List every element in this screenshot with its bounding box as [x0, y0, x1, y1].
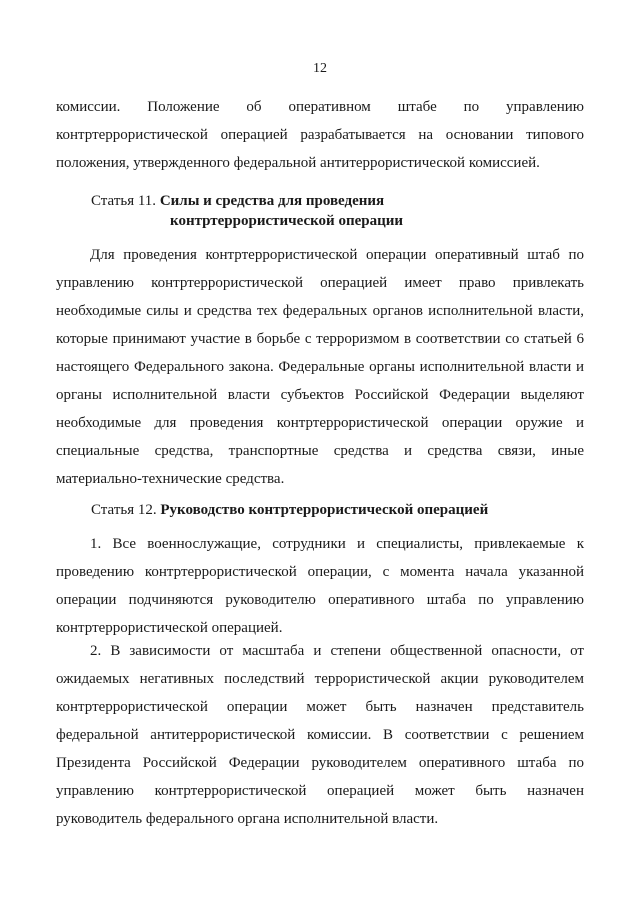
paragraph-line: ожидаемых негативных последствий террористической акции руководителем: [56, 671, 584, 687]
page-number: 12: [313, 61, 327, 76]
article-12-paragraph-1: [56, 530, 584, 642]
paragraph-line: Для проведения контртеррористической операции оперативный штаб по: [90, 247, 584, 263]
article-12-title: Руководство контртеррористической операцией: [160, 502, 489, 518]
article-12-label: Статья 12.: [91, 502, 157, 518]
article-12-heading: [91, 500, 488, 520]
article-12-paragraph-2: [56, 637, 584, 833]
paragraph-line: Президента Российской Федерации руководителем оперативного штаба по: [56, 755, 584, 771]
paragraph-line: необходимые для проведения контртеррористической операции оружие и: [56, 415, 584, 431]
paragraph-line: органы исполнительной власти субъектов Российской Федерации выделяют: [56, 387, 584, 403]
paragraph-line: контртеррористической операцией.: [56, 620, 283, 636]
intro-paragraph: [56, 93, 584, 177]
paragraph-line: необходимые силы и средства тех федеральных органов исполнительной власти,: [56, 303, 584, 319]
paragraph-line: настоящего Федерального закона. Федеральные органы исполнительной власти и: [56, 359, 584, 375]
paragraph-line: положения, утвержденного федеральной антитеррористической комиссией.: [56, 155, 540, 171]
article-11-paragraph: [56, 241, 584, 493]
paragraph-line: специальные средства, транспортные средства и средства связи, иные: [56, 443, 584, 459]
paragraph-line: контртеррористической операцией разрабатывается на основании типового: [56, 127, 584, 143]
paragraph-line: управлению контртеррористической операцией имеет право привлекать: [56, 275, 584, 291]
article-11-title-line1: Силы и средства для проведения: [159, 193, 385, 209]
article-11-title-line2: контртеррористической операции: [170, 213, 404, 229]
paragraph-line: контртеррористической операции может быть назначен представитель: [56, 699, 584, 715]
paragraph-line: которые принимают участие в борьбе с терроризмом в соответствии со статьей 6: [56, 331, 584, 347]
paragraph-line: комиссии. Положение об оперативном штабе по управлению: [56, 99, 584, 115]
paragraph-line: 2. В зависимости от масштаба и степени общественной опасности, от: [90, 643, 584, 659]
paragraph-line: проведению контртеррористической операции, с момента начала указанной: [56, 564, 584, 580]
paragraph-line: материально-технические средства.: [56, 471, 285, 487]
paragraph-line: управлению контртеррористической операцией может быть назначен: [56, 783, 584, 799]
paragraph-line: руководитель федерального органа исполнительной власти.: [56, 811, 439, 827]
paragraph-line: 1. Все военнослужащие, сотрудники и специалисты, привлекаемые к: [90, 536, 584, 552]
article-11-heading: [91, 191, 403, 231]
paragraph-line: операции подчиняются руководителю оперативного штаба по управлению: [56, 592, 584, 608]
paragraph-line: федеральной антитеррористической комиссии. В соответствии с решением: [56, 727, 584, 743]
article-11-label: Статья 11.: [91, 193, 157, 209]
